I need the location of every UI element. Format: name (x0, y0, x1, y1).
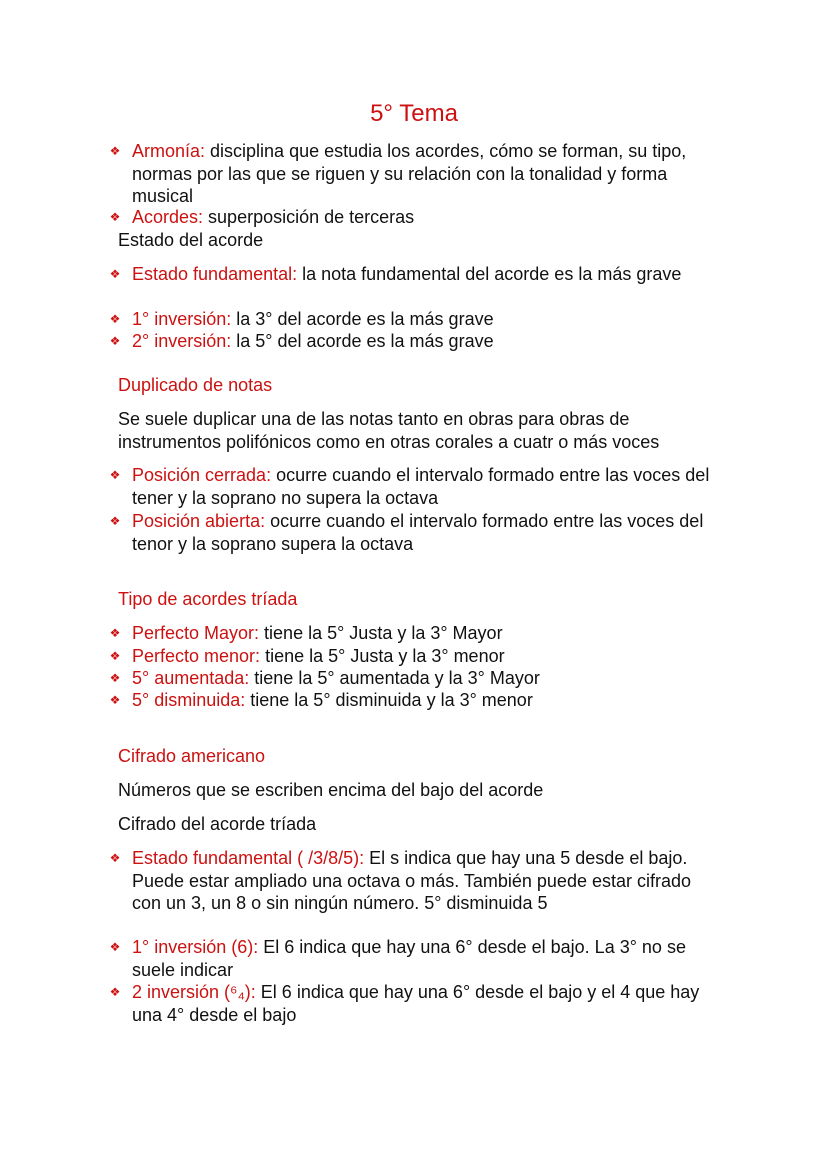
term-definition: tiene la 5° aumentada y la 3° Mayor (249, 668, 540, 688)
list-item-cifrado-fundamental (109, 847, 702, 915)
diamond-dots-icon: ❖ (109, 671, 121, 685)
diamond-dots-icon: ❖ (109, 267, 121, 281)
term-definition: El 6 indica que hay una 6° desde el bajo y el 4 que hay una 4° desde el bajo (132, 982, 700, 1025)
section-heading-estado: Estado del acorde (118, 230, 264, 250)
cifrado-paragraph-2: Cifrado del acorde tríada (118, 814, 317, 834)
term-definition: la 5° del acorde es la más grave (231, 331, 494, 351)
diamond-dots-icon: ❖ (109, 514, 121, 528)
term-definition: ocurre cuando el intervalo formado entre las voces del tener y la soprano no supera la octava (132, 465, 710, 508)
list-item-perfecto-menor (109, 645, 717, 668)
list-item-cifrado-segunda (109, 981, 717, 1026)
term-label: 2 inversión (⁶₄): (132, 982, 256, 1002)
term-label: Armonía: (132, 141, 206, 161)
term-definition: ocurre cuando el intervalo formado entre las voces del tenor y la soprano supera la octava (132, 511, 704, 554)
term-definition: El s indica que hay una 5 desde el bajo. Puede estar ampliado una octava o más. También puede estar cifrado con un 3, un 8 o sin ningún número. 5° disminuida 5 (132, 848, 692, 913)
term-label: 1° inversión (6): (132, 937, 259, 957)
term-definition: superposición de terceras (203, 207, 415, 227)
list-item-estado-fundamental (109, 263, 717, 286)
list-item-segunda-inversion (109, 330, 717, 353)
term-label: Perfecto menor: (132, 646, 261, 666)
list-item-armonia (109, 140, 717, 208)
term-label: Perfecto Mayor: (132, 623, 260, 643)
duplicado-paragraph: Se suele duplicar una de las notas tanto en obras para obras de instrumentos polifónicos como en otras corales a cuatr o más voces (118, 409, 660, 452)
diamond-dots-icon: ❖ (109, 468, 121, 482)
diamond-dots-icon: ❖ (109, 649, 121, 663)
diamond-dots-icon: ❖ (109, 312, 121, 326)
term-label: 5° disminuida: (132, 690, 246, 710)
list-item-acordes (109, 206, 717, 229)
diamond-dots-icon: ❖ (109, 334, 121, 348)
diamond-dots-icon: ❖ (109, 626, 121, 640)
term-definition: tiene la 5° Justa y la 3° menor (260, 646, 505, 666)
list-item-perfecto-mayor (109, 622, 717, 645)
term-label: Posición abierta: (132, 511, 266, 531)
list-item-quinta-disminuida (109, 689, 717, 712)
term-definition: tiene la 5° disminuida y la 3° menor (245, 690, 533, 710)
diamond-dots-icon: ❖ (109, 144, 121, 158)
section-heading-cifrado: Cifrado americano (118, 746, 266, 766)
section-heading-duplicado: Duplicado de notas (118, 375, 273, 395)
term-label: Estado fundamental ( /3/8/5): (132, 848, 365, 868)
term-label: 1° inversión: (132, 309, 232, 329)
term-label: Estado fundamental: (132, 264, 298, 284)
list-item-quinta-aumentada (109, 667, 717, 690)
diamond-dots-icon: ❖ (109, 693, 121, 707)
term-label: 5° aumentada: (132, 668, 250, 688)
diamond-dots-icon: ❖ (109, 210, 121, 224)
diamond-dots-icon: ❖ (109, 851, 121, 865)
section-heading-tipo: Tipo de acordes tríada (118, 589, 298, 609)
cifrado-paragraph-1: Números que se escriben encima del bajo del acorde (118, 780, 544, 800)
list-item-primera-inversion (109, 308, 717, 331)
term-definition: la nota fundamental del acorde es la más grave (297, 264, 682, 284)
list-item-posicion-cerrada (109, 464, 717, 509)
term-definition: tiene la 5° Justa y la 3° Mayor (259, 623, 503, 643)
diamond-dots-icon: ❖ (109, 985, 121, 999)
term-definition: El 6 indica que hay una 6° desde el bajo. La 3° no se suele indicar (132, 937, 686, 980)
diamond-dots-icon: ❖ (109, 940, 121, 954)
term-label: 2° inversión: (132, 331, 232, 351)
term-definition: disciplina que estudia los acordes, cómo se forman, su tipo, normas por las que se riguen y su relación con la tonalidad y forma musical (132, 141, 687, 206)
list-item-cifrado-primera (109, 936, 717, 981)
term-label: Posición cerrada: (132, 465, 272, 485)
term-label: Acordes: (132, 207, 204, 227)
list-item-posicion-abierta (109, 510, 717, 555)
page-title: 5° Tema (370, 100, 458, 127)
term-definition: la 3° del acorde es la más grave (231, 309, 494, 329)
